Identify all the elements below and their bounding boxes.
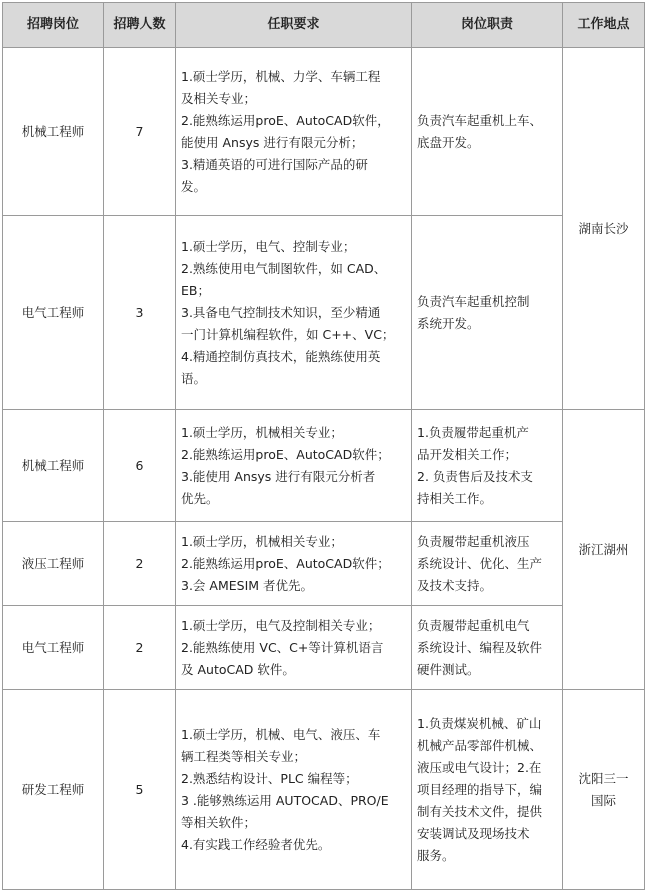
duty-line: 负责履带起重机电气 bbox=[417, 617, 530, 633]
position-cell: 机械工程师 bbox=[3, 410, 104, 522]
position-cell: 电气工程师 bbox=[3, 606, 104, 690]
requirements-cell bbox=[176, 216, 412, 410]
requirements-cell bbox=[176, 48, 412, 216]
duties-cell bbox=[412, 522, 563, 606]
table-row bbox=[3, 48, 645, 216]
requirement-line: 能使用 Ansys 进行有限元分析； bbox=[181, 134, 364, 150]
requirement-line: 3 .能够熟练运用 AUTOCAD、PRO/E bbox=[181, 792, 389, 808]
duty-line: 1.负责履带起重机产 bbox=[417, 424, 529, 440]
duty-line: 持相关工作。 bbox=[417, 490, 493, 506]
duty-line: 系统开发。 bbox=[417, 315, 480, 331]
requirements-cell bbox=[176, 690, 412, 890]
requirements-cell bbox=[176, 410, 412, 522]
duty-line: 系统设计、编程及软件 bbox=[417, 639, 543, 655]
duty-line: 1.负责煤炭机械、矿山 bbox=[417, 715, 542, 731]
requirement-line: 发。 bbox=[181, 178, 207, 194]
table-row bbox=[3, 216, 645, 410]
requirement-line: 及相关专业； bbox=[181, 90, 257, 106]
duty-line: 底盘开发。 bbox=[417, 134, 480, 150]
requirement-line: 4.有实践工作经验者优先。 bbox=[181, 836, 331, 852]
count-cell: 5 bbox=[104, 690, 176, 890]
duty-line: 液压或电气设计；2.在 bbox=[417, 759, 542, 775]
location-cell: 浙江湖州 bbox=[563, 410, 645, 690]
requirement-line: 1.硕士学历，机械、电气、液压、车 bbox=[181, 726, 381, 742]
requirement-line: 2.熟练使用电气制图软件，如 CAD、 bbox=[181, 260, 387, 276]
requirement-line: 3.能使用 Ansys 进行有限元分析者 bbox=[181, 468, 376, 484]
position-cell: 研发工程师 bbox=[3, 690, 104, 890]
table-row bbox=[3, 522, 645, 606]
requirement-line: 2.能熟练运用proE、AutoCAD软件； bbox=[181, 446, 390, 462]
duty-line: 品开发相关工作； bbox=[417, 446, 518, 462]
requirement-line: 2.能熟练使用 VC、C+等计算机语言 bbox=[181, 639, 384, 655]
requirement-line: 3.具备电气控制技术知识，至少精通 bbox=[181, 304, 381, 320]
count-cell: 2 bbox=[104, 606, 176, 690]
requirement-line: 2.能熟练运用proE、AutoCAD软件， bbox=[181, 112, 390, 128]
header-position: 招聘岗位 bbox=[3, 3, 104, 48]
duty-line: 项目经理的指导下，编 bbox=[417, 781, 543, 797]
position-cell: 电气工程师 bbox=[3, 216, 104, 410]
duty-line: 服务。 bbox=[417, 847, 455, 863]
duty-line: 及技术支持。 bbox=[417, 577, 493, 593]
requirements-cell bbox=[176, 606, 412, 690]
duty-line: 硬件测试。 bbox=[417, 661, 480, 677]
duties-cell bbox=[412, 410, 563, 522]
table-row bbox=[3, 606, 645, 690]
duties-cell bbox=[412, 690, 563, 890]
header-duties: 岗位职责 bbox=[412, 3, 563, 48]
requirement-line: 1.硕士学历，电气、控制专业； bbox=[181, 238, 356, 254]
requirements-cell bbox=[176, 522, 412, 606]
recruitment-table bbox=[2, 2, 645, 890]
requirement-line: 1.硕士学历，机械相关专业； bbox=[181, 424, 343, 440]
location-line: 国际 bbox=[590, 792, 616, 808]
count-cell: 3 bbox=[104, 216, 176, 410]
count-cell: 7 bbox=[104, 48, 176, 216]
duty-line: 负责履带起重机液压 bbox=[417, 533, 530, 549]
requirement-line: 语。 bbox=[181, 370, 207, 386]
requirement-line: 2.熟悉结构设计、PLC 编程等； bbox=[181, 770, 358, 786]
requirement-line: 4.精通控制仿真技术，能熟练使用英 bbox=[181, 348, 381, 364]
duty-line: 负责汽车起重机控制 bbox=[417, 293, 530, 309]
requirement-line: 及 AutoCAD 软件。 bbox=[181, 661, 295, 677]
duty-line: 系统设计、优化、生产 bbox=[417, 555, 543, 571]
duty-line: 机械产品零部件机械、 bbox=[417, 737, 543, 753]
header-requirements: 任职要求 bbox=[176, 3, 412, 48]
requirement-line: 3.精通英语的可进行国际产品的研 bbox=[181, 156, 368, 172]
requirement-line: 1.硕士学历，机械相关专业； bbox=[181, 533, 343, 549]
duties-cell bbox=[412, 48, 563, 216]
requirement-line: 2.能熟练运用proE、AutoCAD软件； bbox=[181, 555, 390, 571]
count-cell: 6 bbox=[104, 410, 176, 522]
table-row bbox=[3, 690, 645, 890]
header-location: 工作地点 bbox=[563, 3, 645, 48]
location-line: 沈阳三一 bbox=[578, 770, 629, 786]
duties-cell bbox=[412, 216, 563, 410]
table-row bbox=[3, 410, 645, 522]
requirement-line: EB； bbox=[181, 282, 210, 298]
requirement-line: 辆工程类等相关专业； bbox=[181, 748, 307, 764]
duty-line: 负责汽车起重机上车、 bbox=[417, 112, 543, 128]
duty-line: 2. 负责售后及技术支 bbox=[417, 468, 533, 484]
duties-cell bbox=[412, 606, 563, 690]
location-cell: 湖南长沙 bbox=[563, 48, 645, 410]
requirement-line: 1.硕士学历，机械、力学、车辆工程 bbox=[181, 68, 381, 84]
requirement-line: 3.会 AMESIM 者优先。 bbox=[181, 577, 314, 593]
position-cell: 机械工程师 bbox=[3, 48, 104, 216]
header-row bbox=[3, 3, 645, 48]
requirement-line: 1.硕士学历，电气及控制相关专业； bbox=[181, 617, 381, 633]
requirement-line: 等相关软件； bbox=[181, 814, 257, 830]
header-count: 招聘人数 bbox=[104, 3, 176, 48]
duty-line: 制有关技术文件，提供 bbox=[417, 803, 543, 819]
position-cell: 液压工程师 bbox=[3, 522, 104, 606]
requirement-line: 一门计算机编程软件，如 C++、VC； bbox=[181, 326, 395, 342]
requirement-line: 优先。 bbox=[181, 490, 219, 506]
count-cell: 2 bbox=[104, 522, 176, 606]
duty-line: 安装调试及现场技术 bbox=[417, 825, 530, 841]
location-cell bbox=[563, 690, 645, 890]
